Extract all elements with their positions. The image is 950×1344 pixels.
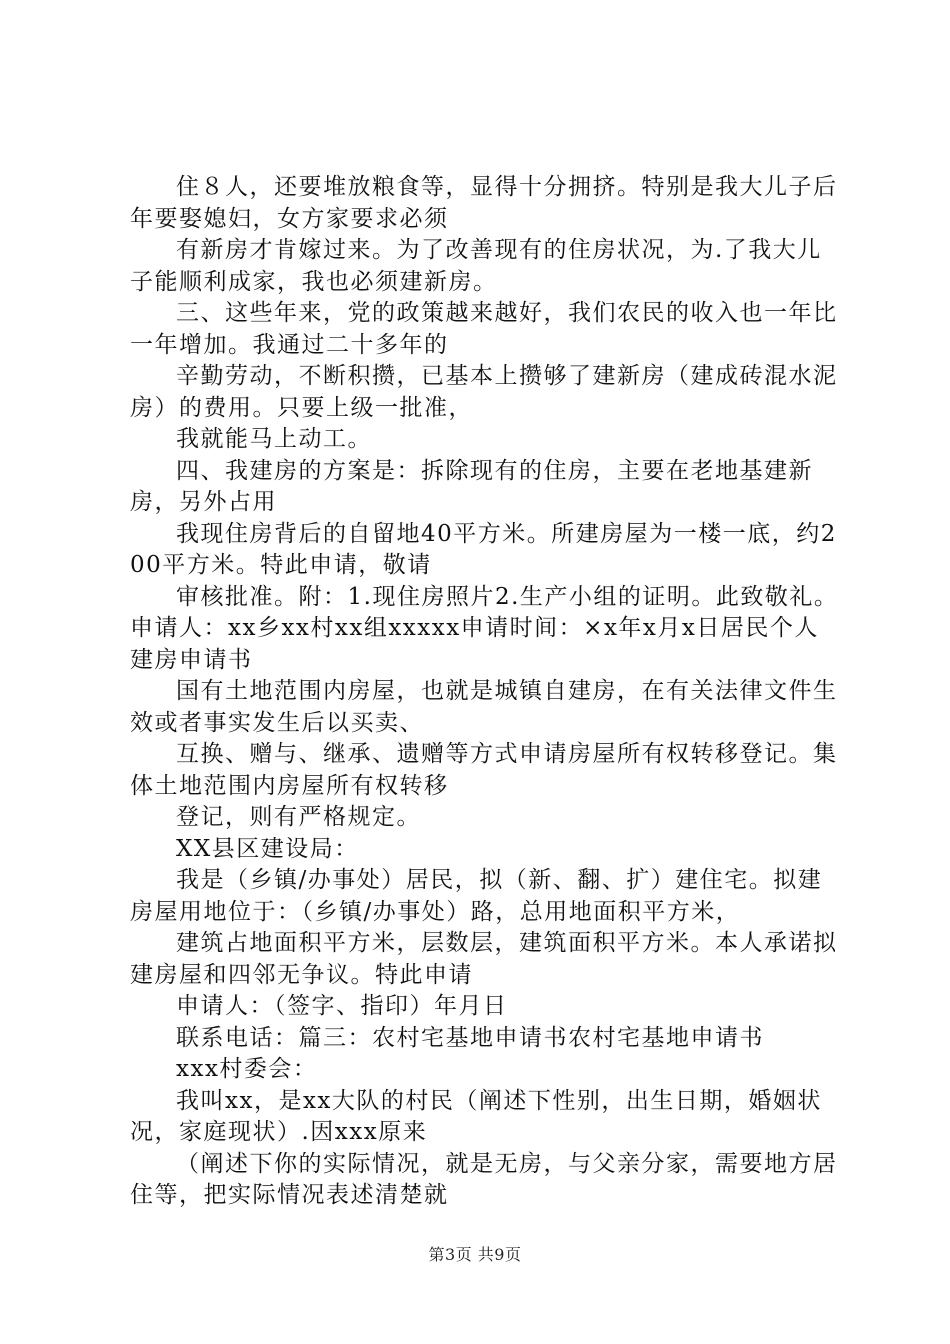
paragraph: （阐述下你的实际情况，就是无房，与父亲分家，需要地方居住等，把实际情况表述清楚就 [130,1150,838,1208]
paragraph: xxx村委会： [176,1056,318,1082]
paragraph: 辛勤劳动，不断积攒，已基本上攒够了建新房（建成砖混水泥房）的费用。只要上级一批准， [130,363,838,421]
paragraph: 建筑占地面积平方米，层数层，建筑面积平方米。本人承诺拟建房屋和四邻无争议。特此申请 [130,930,838,988]
paragraph: 我是（乡镇/办事处）居民，拟（新、翻、扩）建住宅。拟建房屋用地位于：（乡镇/办事处）路，总用地面积平方米， [130,867,823,925]
paragraph: 我叫xx，是xx大队的村民（阐述下性别，出生日期，婚姻状况，家庭现状）.因xxx原来 [130,1087,822,1145]
paragraph: 我现住房背后的自留地40平方米。所建房屋为一楼一底，约200平方米。特此申请，敬请 [130,520,837,578]
document-body [130,172,840,1212]
paragraph: 登记，则有严格规定。 [176,804,421,830]
paragraph: 联系电话：篇三：农村宅基地申请书农村宅基地申请书 [176,1024,764,1051]
paragraph: 互换、赠与、继承、遗赠等方式申请房屋所有权转移登记。集体土地范围内房屋所有权转移 [130,741,838,799]
paragraph: 我就能马上动工。 [176,426,372,452]
paragraph: 有新房才肯嫁过来。为了改善现有的住房状况，为.了我大儿子能顺利成家，我也必须建新房。 [130,237,822,295]
paragraph: 住８人，还要堆放粮食等，显得十分拥挤。特别是我大儿子后年要娶媳妇，女方家要求必须 [130,174,838,232]
paragraph: 四、我建房的方案是：拆除现有的住房，主要在老地基建新房，另外占用 [130,457,813,515]
paragraph: 申请人：（签字、指印）年月日 [176,993,508,1019]
paragraph: XX县区建设局： [176,835,359,862]
page-number: 第3页 共9页 [428,1245,522,1264]
paragraph: 三、这些年来，党的政策越来越好，我们农民的收入也一年比一年增加。我通过二十多年的 [130,300,838,358]
paragraph: 审核批准。附：1.现住房照片2.生产小组的证明。此致敬礼。申请人：xx乡xx村xx组xxxxx申请时间：×x年x月x日居民个人建房申请书 [130,583,839,673]
paragraph: 国有土地范围内房屋，也就是城镇自建房，在有关法律文件生效或者事实发生后以买卖、 [130,678,838,736]
